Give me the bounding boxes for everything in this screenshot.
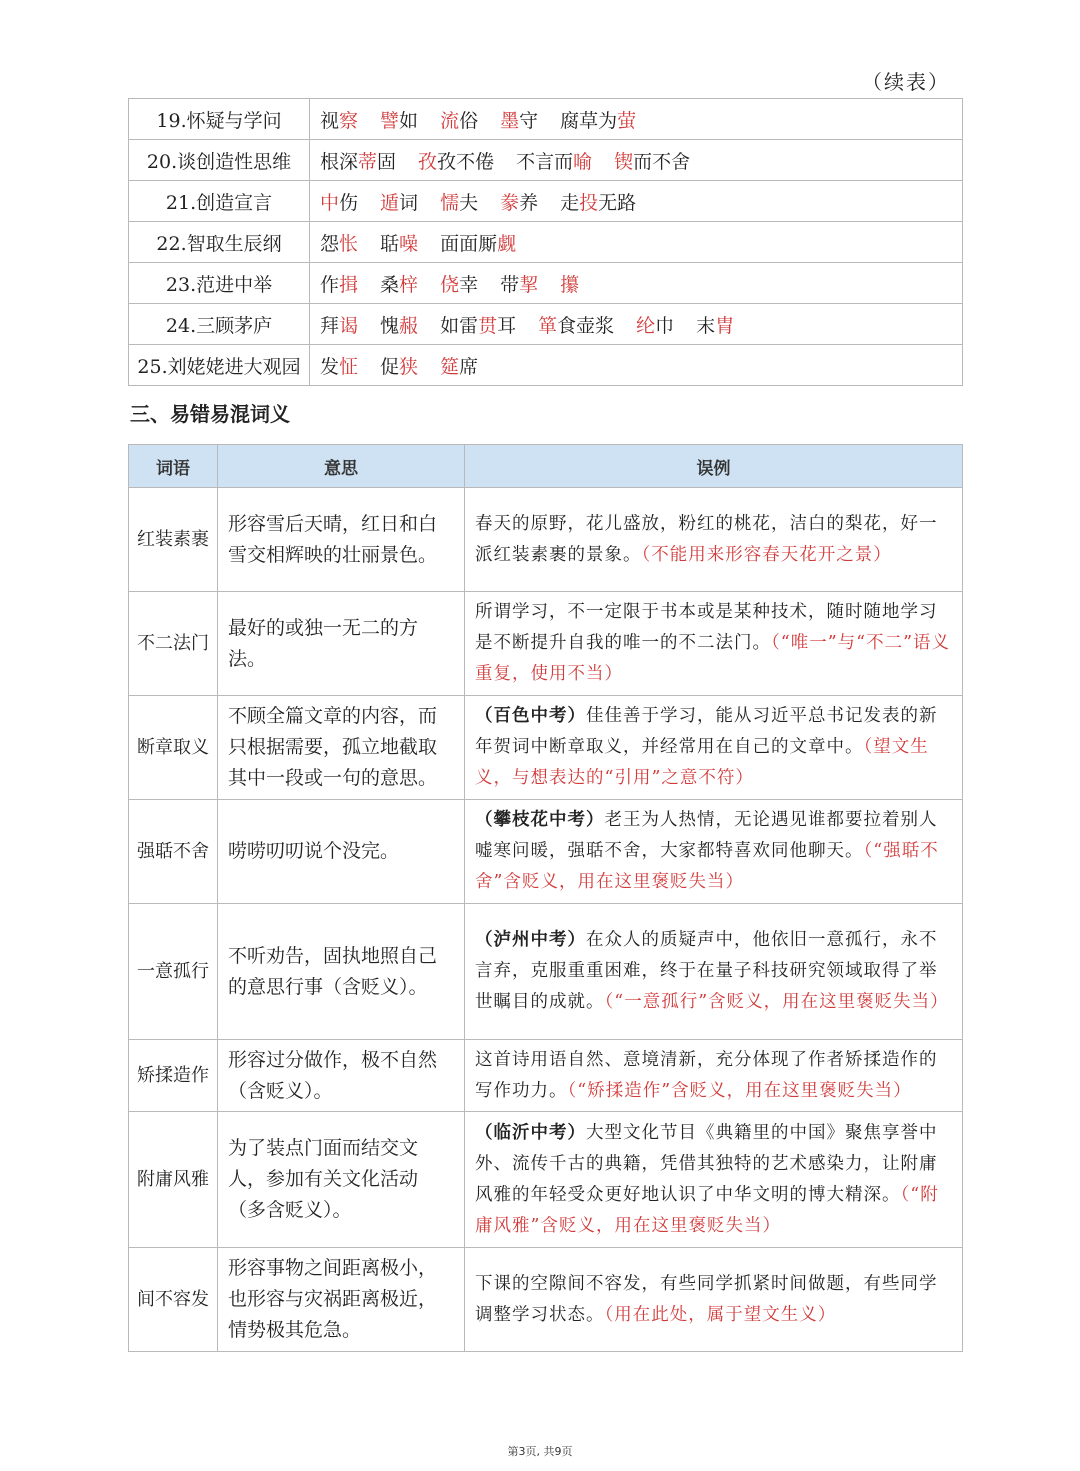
key-char: 墨 bbox=[500, 109, 520, 132]
exam-source: （泸州中考） bbox=[475, 930, 586, 950]
word-part: 视 bbox=[320, 109, 340, 132]
key-char: 狭 bbox=[399, 355, 419, 378]
vocab-word bbox=[320, 110, 358, 132]
key-char: 谒 bbox=[339, 314, 359, 337]
word-part: 养 bbox=[519, 191, 539, 214]
vocab-word bbox=[636, 315, 674, 337]
word-part: 根深 bbox=[320, 150, 359, 173]
table-row bbox=[129, 904, 963, 1040]
example-text: 在众人的质疑声中，他依旧一意孤行，永不言弃，克服重重困难，终于在量子科技研究领域取得了举世瞩目的成就。 bbox=[475, 930, 938, 1012]
page-footer: 第3页, 共9页 bbox=[507, 1445, 573, 1458]
vocab-word bbox=[614, 151, 690, 173]
word-part: 巾 bbox=[655, 314, 675, 337]
error-note: （“强聒不舍”含贬义，用在这里褒贬失当） bbox=[475, 841, 939, 892]
key-char: 怅 bbox=[339, 232, 359, 255]
vocab-words bbox=[310, 304, 963, 345]
idiom-example bbox=[465, 488, 963, 592]
word-part: 走 bbox=[560, 191, 580, 214]
idiom-word: 附庸风雅 bbox=[129, 1112, 218, 1248]
idiom-example bbox=[465, 1040, 963, 1112]
lesson-title: 20.谈创造性思维 bbox=[129, 140, 310, 181]
vocab-word bbox=[516, 151, 592, 173]
vocab-words bbox=[310, 263, 963, 304]
table-row bbox=[129, 1112, 963, 1248]
error-note: （“一意孤行”含贬义，用在这里褒贬失当） bbox=[604, 992, 949, 1012]
vocab-word bbox=[560, 274, 579, 296]
key-char: 箪 bbox=[538, 314, 558, 337]
word-part: 作 bbox=[320, 273, 340, 296]
key-char: 投 bbox=[579, 191, 599, 214]
key-char: 揖 bbox=[339, 273, 359, 296]
key-char: 孜 bbox=[418, 150, 438, 173]
idiom-example bbox=[465, 696, 963, 800]
vocab-word bbox=[320, 233, 358, 255]
vocab-word bbox=[418, 151, 494, 173]
idiom-word: 一意孤行 bbox=[129, 904, 218, 1040]
key-char: 觑 bbox=[497, 232, 517, 255]
vocab-word bbox=[560, 110, 636, 132]
idiom-word: 间不容发 bbox=[129, 1248, 218, 1352]
lesson-title: 23.范进中举 bbox=[129, 263, 310, 304]
example-text: 老王为人热情，无论遇见谁都要拉着别人嘘寒问暖，强聒不舍，大家都特喜欢同他聊天。 bbox=[475, 810, 938, 861]
lesson-title: 22.智取生辰纲 bbox=[129, 222, 310, 263]
key-char: 胄 bbox=[715, 314, 735, 337]
word-part: 席 bbox=[459, 355, 479, 378]
idiom-meaning: 形容雪后天晴，红日和白雪交相辉映的壮丽景色。 bbox=[218, 488, 465, 592]
key-char: 怔 bbox=[339, 355, 359, 378]
vocab-word bbox=[696, 315, 734, 337]
idiom-example bbox=[465, 800, 963, 904]
key-char: 纶 bbox=[636, 314, 656, 337]
word-part: 守 bbox=[519, 109, 539, 132]
idiom-word: 断章取义 bbox=[129, 696, 218, 800]
word-part: 末 bbox=[696, 314, 716, 337]
section-title: 三、易错易混词义 bbox=[130, 402, 290, 426]
table-row bbox=[129, 800, 963, 904]
vocab-word bbox=[320, 151, 396, 173]
exam-source: （临沂中考） bbox=[475, 1122, 586, 1143]
example-text: 春天的原野，花儿盛放，粉红的桃花，洁白的梨花，好一派红装素裹的景象。 bbox=[475, 513, 938, 565]
idiom-meaning: 为了装点门面而结交文人，参加有关文化活动（多含贬义）。 bbox=[218, 1112, 465, 1248]
word-part: 食壶浆 bbox=[557, 314, 615, 337]
idiom-meaning: 不顾全篇文章的内容，而只根据需要，孤立地截取其中一段或一句的意思。 bbox=[218, 696, 465, 800]
key-char: 流 bbox=[440, 109, 460, 132]
idiom-example bbox=[465, 1112, 963, 1248]
word-part: 拜 bbox=[320, 314, 340, 337]
vocab-word bbox=[380, 192, 418, 214]
vocab-word bbox=[500, 192, 538, 214]
vocab-word bbox=[380, 356, 418, 378]
key-char: 豢 bbox=[500, 191, 520, 214]
vocab-word bbox=[380, 274, 418, 296]
vocab-word bbox=[320, 274, 358, 296]
idiom-word: 矫揉造作 bbox=[129, 1040, 218, 1112]
vocab-word bbox=[320, 315, 358, 337]
idiom-word: 不二法门 bbox=[129, 592, 218, 696]
vocab-word bbox=[320, 192, 358, 214]
header-meaning: 意思 bbox=[218, 445, 465, 488]
table-row bbox=[129, 263, 963, 304]
key-char: 挈 bbox=[519, 273, 539, 296]
word-part: 词 bbox=[399, 191, 419, 214]
word-part: 促 bbox=[380, 355, 400, 378]
table-row bbox=[129, 222, 963, 263]
error-note: （用在此处，属于望文生义） bbox=[604, 1304, 837, 1325]
vocab-word bbox=[440, 192, 478, 214]
key-char: 侥 bbox=[440, 273, 460, 296]
idiom-meaning: 形容过分做作，极不自然（含贬义）。 bbox=[218, 1040, 465, 1112]
error-note: （“附庸风雅”含贬义，用在这里褒贬失当） bbox=[475, 1184, 939, 1236]
key-char: 蒂 bbox=[358, 150, 378, 173]
idiom-example bbox=[465, 904, 963, 1040]
vocab-word bbox=[538, 315, 614, 337]
vocab-words bbox=[310, 181, 963, 222]
vocab-words bbox=[310, 222, 963, 263]
error-note: （不能用来形容春天花开之景） bbox=[641, 544, 892, 565]
idiom-example bbox=[465, 1248, 963, 1352]
table-row bbox=[129, 1040, 963, 1112]
key-char: 中 bbox=[320, 191, 340, 214]
vocab-word bbox=[440, 274, 478, 296]
vocab-word bbox=[440, 315, 516, 337]
table-row bbox=[129, 592, 963, 696]
table-row bbox=[129, 99, 963, 140]
word-part: 如雷 bbox=[440, 314, 479, 337]
key-char: 萤 bbox=[617, 109, 637, 132]
vocab-word bbox=[440, 233, 516, 255]
idiom-table bbox=[128, 444, 963, 1352]
lesson-title: 21.创造宣言 bbox=[129, 181, 310, 222]
table-row bbox=[129, 696, 963, 800]
vocab-word bbox=[320, 356, 358, 378]
table-row bbox=[129, 1248, 963, 1352]
word-part: 而不舍 bbox=[633, 150, 691, 173]
word-part: 耳 bbox=[497, 314, 517, 337]
vocab-words bbox=[310, 99, 963, 140]
word-part: 桑 bbox=[380, 273, 400, 296]
idiom-word: 红装素裹 bbox=[129, 488, 218, 592]
word-part: 聒 bbox=[380, 232, 400, 255]
continued-label: （续表） bbox=[862, 70, 950, 94]
word-part: 腐草为 bbox=[560, 109, 618, 132]
exam-source: （攀枝花中考） bbox=[475, 810, 605, 830]
word-part: 不言而 bbox=[516, 150, 574, 173]
table-row bbox=[129, 488, 963, 592]
vocab-words bbox=[310, 345, 963, 386]
vocab-word bbox=[500, 274, 538, 296]
word-part: 伤 bbox=[339, 191, 359, 214]
key-char: 攥 bbox=[560, 273, 580, 296]
key-char: 锲 bbox=[614, 150, 634, 173]
key-char: 喻 bbox=[573, 150, 593, 173]
example-text: 下课的空隙间不容发，有些同学抓紧时间做题，有些同学调整学习状态。 bbox=[475, 1273, 938, 1325]
example-text: 这首诗用语自然、意境清新，充分体现了作者矫揉造作的写作功力。 bbox=[475, 1049, 938, 1101]
lesson-title: 24.三顾茅庐 bbox=[129, 304, 310, 345]
vocab-word bbox=[500, 110, 538, 132]
word-part: 如 bbox=[399, 109, 419, 132]
table-row bbox=[129, 345, 963, 386]
error-note: （“唯一”与“不二”语义重复，使用不当） bbox=[475, 633, 951, 684]
example-text: 佳佳善于学习，能从习近平总书记发表的新年贺词中断章取义，并经常用在自己的文章中。 bbox=[475, 706, 938, 757]
example-text: 大型文化节目《典籍里的中国》聚焦享誉中外、流传千古的典籍，凭借其独特的艺术感染力，让附庸风雅的年轻受众更好地认识了中华文明的博大精深。 bbox=[475, 1122, 938, 1205]
word-part: 怨 bbox=[320, 232, 340, 255]
idiom-meaning: 不听劝告，固执地照自己的意思行事（含贬义）。 bbox=[218, 904, 465, 1040]
header-word: 词语 bbox=[129, 445, 218, 488]
word-part: 孜不倦 bbox=[437, 150, 495, 173]
word-part: 幸 bbox=[459, 273, 479, 296]
exam-source: （百色中考） bbox=[475, 706, 586, 726]
key-char: 梓 bbox=[399, 273, 419, 296]
table-row bbox=[129, 140, 963, 181]
key-char: 贯 bbox=[478, 314, 498, 337]
vocab-word bbox=[560, 192, 636, 214]
table-row bbox=[129, 181, 963, 222]
vocab-word bbox=[380, 315, 418, 337]
vocab-word bbox=[380, 110, 418, 132]
error-note: （“矫揉造作”含贬义，用在这里褒贬失当） bbox=[567, 1080, 912, 1101]
idiom-meaning: 唠唠叨叨说个没完。 bbox=[218, 800, 465, 904]
word-part: 固 bbox=[377, 150, 397, 173]
word-part: 面面厮 bbox=[440, 232, 498, 255]
idiom-meaning: 最好的或独一无二的方法。 bbox=[218, 592, 465, 696]
word-part: 愧 bbox=[380, 314, 400, 337]
key-char: 赧 bbox=[399, 314, 419, 337]
table-row bbox=[129, 304, 963, 345]
vocab-word bbox=[440, 110, 478, 132]
key-char: 懦 bbox=[440, 191, 460, 214]
example-text: 所谓学习，不一定限于书本或是某种技术，随时随地学习是不断提升自我的唯一的不二法门。 bbox=[475, 602, 938, 653]
vocab-table bbox=[128, 98, 963, 386]
word-part: 带 bbox=[500, 273, 520, 296]
key-char: 察 bbox=[339, 109, 359, 132]
word-part: 发 bbox=[320, 355, 340, 378]
idiom-example bbox=[465, 592, 963, 696]
idiom-meaning: 形容事物之间距离极小，也形容与灾祸距离极近，情势极其危急。 bbox=[218, 1248, 465, 1352]
vocab-word bbox=[440, 356, 478, 378]
vocab-word bbox=[380, 233, 418, 255]
idiom-word: 强聒不舍 bbox=[129, 800, 218, 904]
header-example: 误例 bbox=[465, 445, 963, 488]
lesson-title: 19.怀疑与学问 bbox=[129, 99, 310, 140]
vocab-words bbox=[310, 140, 963, 181]
idiom-table-header bbox=[129, 445, 963, 488]
key-char: 遁 bbox=[380, 191, 400, 214]
lesson-title: 25.刘姥姥进大观园 bbox=[129, 345, 310, 386]
error-note: （望文生义，与想表达的“引用”之意不符） bbox=[475, 737, 929, 788]
key-char: 噪 bbox=[399, 232, 419, 255]
key-char: 筵 bbox=[440, 355, 460, 378]
word-part: 无路 bbox=[598, 191, 637, 214]
key-char: 譬 bbox=[380, 109, 400, 132]
word-part: 夫 bbox=[459, 191, 479, 214]
word-part: 俗 bbox=[459, 109, 479, 132]
